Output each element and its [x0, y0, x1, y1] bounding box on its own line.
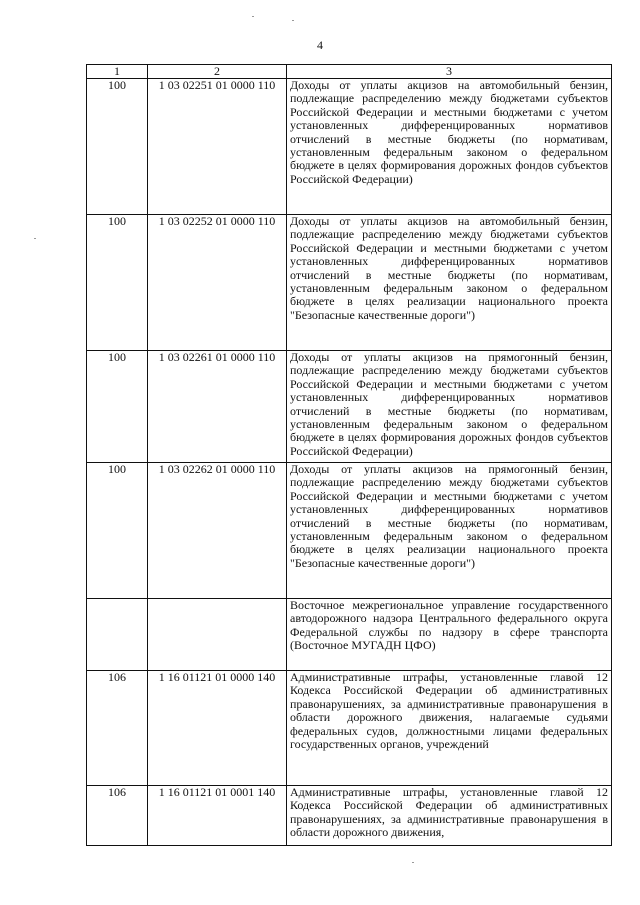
revenue-code-cell	[148, 599, 287, 671]
scan-speck	[292, 20, 294, 21]
scan-speck	[252, 16, 254, 17]
page-number: 4	[317, 38, 323, 52]
admin-code-cell	[87, 599, 148, 671]
revenue-code-cell: 1 03 02251 01 0000 110	[148, 79, 287, 215]
table-header-row	[87, 65, 612, 79]
budget-revenue-table	[86, 64, 612, 846]
admin-code-cell: 106	[87, 786, 148, 846]
table-row	[87, 351, 612, 463]
department-heading-cell: Восточное межрегиональное управление государственного автодорожного надзора Центрального федерального округа Федеральной службы по надзору в сфере транспорта (Восточное МУГАДН ЦФО)	[287, 599, 612, 671]
description-cell: Административные штрафы, установленные главой 12 Кодекса Российской Федерации об административных правонарушениях, за административные правонарушения в области дорожного движения, налагаемые судьями федеральных судов, должностными лицами федеральных государственных органов, учреждений	[287, 671, 612, 786]
column-header-1: 1	[87, 65, 148, 79]
table-row	[87, 463, 612, 599]
admin-code-cell: 100	[87, 79, 148, 215]
column-header-3: 3	[287, 65, 612, 79]
column-header-2: 2	[148, 65, 287, 79]
revenue-code-cell: 1 03 02252 01 0000 110	[148, 215, 287, 351]
description-cell: Доходы от уплаты акцизов на прямогонный бензин, подлежащие распределению между бюджетами субъектов Российской Федерации и местными бюджетами с учетом установленных дифференцированных нормативов отчислений в местные бюджеты (по нормативам, установленным федеральным законом о федеральном бюджете в целях реализации национального проекта "Безопасные качественные дороги")	[287, 463, 612, 599]
revenue-code-cell: 1 03 02262 01 0000 110	[148, 463, 287, 599]
admin-code-cell: 106	[87, 671, 148, 786]
description-cell: Доходы от уплаты акцизов на автомобильный бензин, подлежащие распределению между бюджетами субъектов Российской Федерации и местными бюджетами с учетом установленных дифференцированных нормативов отчислений в местные бюджеты (по нормативам, установленным федеральным законом о федеральном бюджете в целях формирования дорожных фондов субъектов Российской Федерации)	[287, 79, 612, 215]
admin-code-cell: 100	[87, 215, 148, 351]
admin-code-cell: 100	[87, 351, 148, 463]
admin-code-cell: 100	[87, 463, 148, 599]
revenue-code-cell: 1 03 02261 01 0000 110	[148, 351, 287, 463]
scan-speck	[412, 862, 414, 863]
description-cell: Доходы от уплаты акцизов на автомобильный бензин, подлежащие распределению между бюджетами субъектов Российской Федерации и местными бюджетами с учетом установленных дифференцированных нормативов отчислений в местные бюджеты (по нормативам, установленным федеральным законом о федеральном бюджете в целях реализации национального проекта "Безопасные качественные дороги")	[287, 215, 612, 351]
table-row	[87, 599, 612, 671]
revenue-code-cell: 1 16 01121 01 0001 140	[148, 786, 287, 846]
scan-speck	[34, 238, 36, 239]
table-row	[87, 215, 612, 351]
revenue-code-cell: 1 16 01121 01 0000 140	[148, 671, 287, 786]
table-body	[87, 79, 612, 846]
description-cell: Доходы от уплаты акцизов на прямогонный бензин, подлежащие распределению между бюджетами субъектов Российской Федерации и местными бюджетами с учетом установленных дифференцированных нормативов отчислений в местные бюджеты (по нормативам, установленным федеральным законом о федеральном бюджете в целях формирования дорожных фондов субъектов Российской Федерации)	[287, 351, 612, 463]
description-cell: Административные штрафы, установленные главой 12 Кодекса Российской Федерации об административных правонарушениях, за административные правонарушения в области дорожного движения,	[287, 786, 612, 846]
table-row	[87, 786, 612, 846]
table-row	[87, 79, 612, 215]
table-row	[87, 671, 612, 786]
